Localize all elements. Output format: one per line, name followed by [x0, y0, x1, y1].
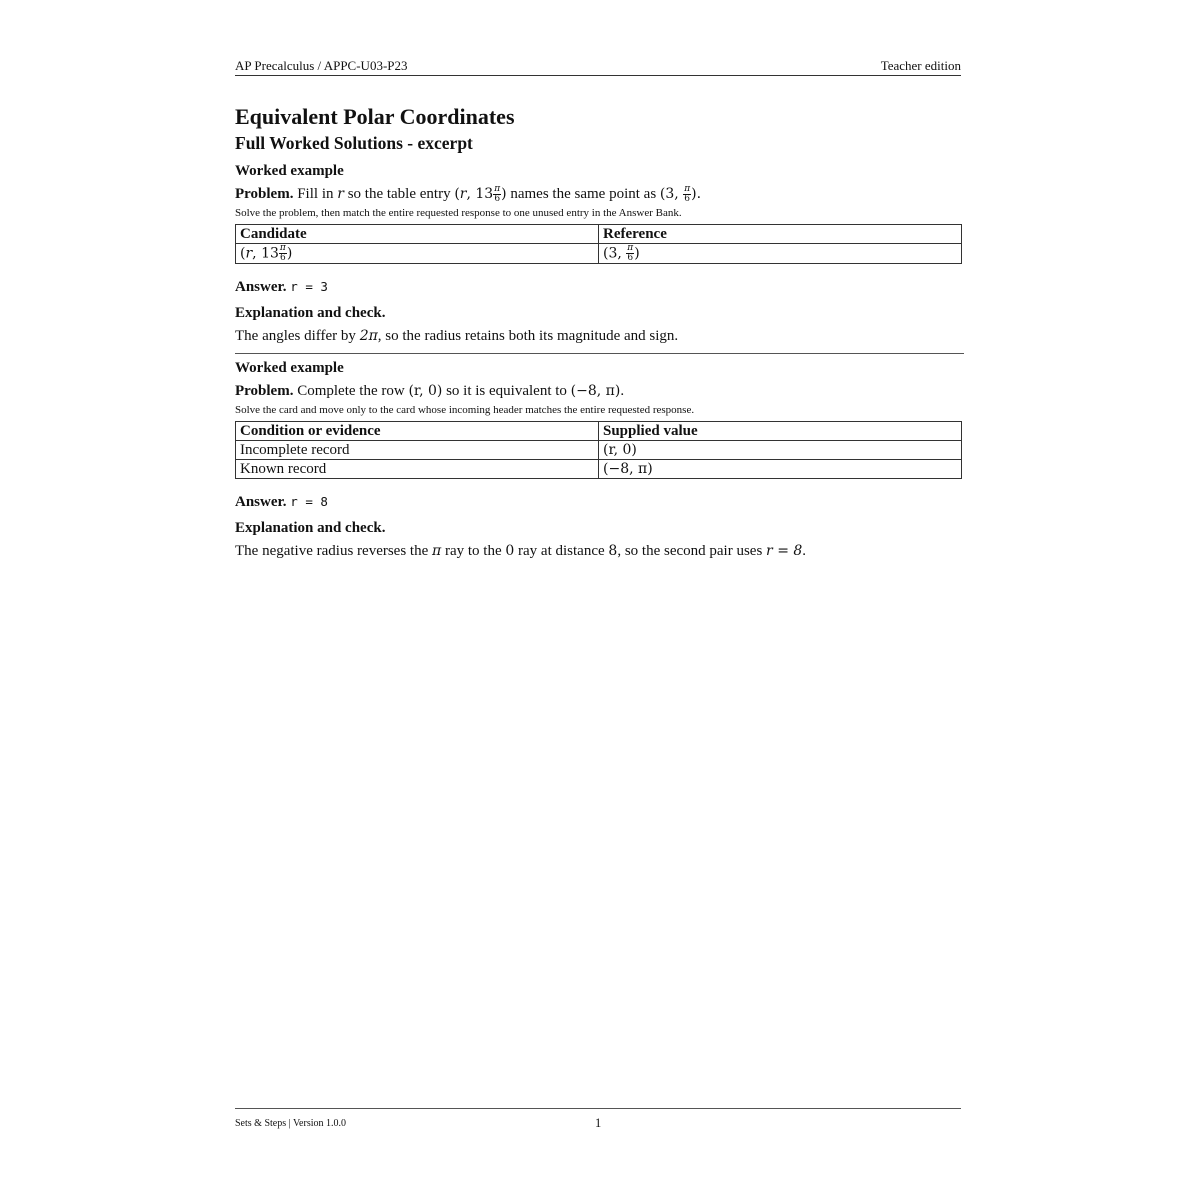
- explanation-math: π: [432, 543, 442, 559]
- explanation-fragment: , so the second pair uses: [617, 543, 763, 559]
- problem-text: Fill in: [297, 186, 334, 202]
- table-row: [236, 460, 962, 479]
- table-cell: Incomplete record: [236, 441, 599, 460]
- edition-label: Teacher edition: [880, 58, 961, 73]
- explanation-math: r = 8: [766, 543, 803, 559]
- page-header: [235, 58, 961, 76]
- explanation-fragment: The negative radius reverses the: [235, 543, 429, 559]
- page-title: Equivalent Polar Coordinates: [235, 104, 515, 129]
- table-cell: Known record: [236, 460, 599, 479]
- table-row: [236, 441, 962, 460]
- section-divider: [235, 353, 964, 354]
- instruction-note: Solve the problem, then match the entire requested response to one unused entry in the Answer Bank.: [235, 207, 682, 219]
- answer-label: Answer.: [235, 279, 287, 295]
- explanation-fragment: .: [802, 543, 807, 559]
- problem-variable: r: [337, 186, 344, 202]
- instruction-note: Solve the card and move only to the card whose incoming header matches the entire requested response.: [235, 404, 695, 416]
- page-footer: [235, 1108, 961, 1130]
- page-subtitle: Full Worked Solutions - excerpt: [235, 133, 473, 153]
- incomplete-coordinate: (r, 0): [408, 383, 443, 399]
- column-header: Reference: [599, 225, 962, 244]
- problem-text: .: [620, 383, 625, 399]
- answer-value: r = 8: [290, 494, 328, 509]
- answer-line: [235, 277, 963, 297]
- problem-text: so the table entry: [347, 186, 451, 202]
- explanation-text: [235, 325, 963, 347]
- table-cell: (3, $\frac{\pi}{6}$ ): [599, 244, 962, 264]
- column-header: Candidate: [236, 225, 599, 244]
- explanation-math: 2π: [359, 328, 378, 344]
- explanation-text: [235, 540, 963, 562]
- problem-text: so it is equivalent to: [446, 383, 567, 399]
- column-header: Condition or evidence: [236, 422, 599, 441]
- page-number: 1: [595, 1116, 602, 1130]
- table-cell: (r, 0): [599, 441, 962, 460]
- explanation-math: 8: [608, 543, 618, 559]
- table-header-row: [236, 225, 962, 244]
- course-breadcrumb: AP Precalculus / APPC-U03-P23: [235, 58, 408, 73]
- candidate-coordinate: (r, 13 $\frac{\pi}{6}$ ): [454, 183, 507, 204]
- problem-label: Problem.: [235, 186, 294, 202]
- column-header: Supplied value: [599, 422, 962, 441]
- table-cell: (−8, π): [599, 460, 962, 479]
- worked-example-1: [235, 161, 963, 347]
- problem-text: Complete the row: [297, 383, 405, 399]
- explanation-fragment: The angles differ by: [235, 328, 356, 344]
- known-coordinate: (−8, π): [570, 383, 621, 399]
- table-cell: (r, 13 $\frac{\pi}{6}$ ): [236, 244, 599, 264]
- answer-label: Answer.: [235, 494, 287, 510]
- explanation-fragment: ray at distance: [518, 543, 605, 559]
- answer-value: r = 3: [290, 279, 328, 294]
- problem-statement: [235, 380, 963, 402]
- explanation-fragment: , so the radius retains both its magnitude and sign.: [377, 328, 679, 344]
- problem-label: Problem.: [235, 383, 294, 399]
- table-header-row: [236, 422, 962, 441]
- explanation-math: 0: [505, 543, 515, 559]
- candidate-reference-table: [235, 224, 962, 264]
- example-heading: Worked example: [235, 360, 344, 376]
- worked-example-2: [235, 358, 963, 562]
- explanation-heading: Explanation and check.: [235, 520, 386, 536]
- explanation-heading: Explanation and check.: [235, 305, 386, 321]
- condition-value-table: [235, 421, 962, 479]
- table-row: [236, 244, 962, 264]
- explanation-fragment: ray to the: [444, 543, 502, 559]
- problem-statement: [235, 183, 963, 205]
- problem-text: names the same point as: [510, 186, 657, 202]
- footer-version: Sets & Steps | Version 1.0.0: [235, 1118, 346, 1129]
- reference-coordinate: (3, $\frac{\pi}{6}$ ).: [659, 183, 702, 204]
- example-heading: Worked example: [235, 163, 344, 179]
- answer-line: [235, 492, 963, 512]
